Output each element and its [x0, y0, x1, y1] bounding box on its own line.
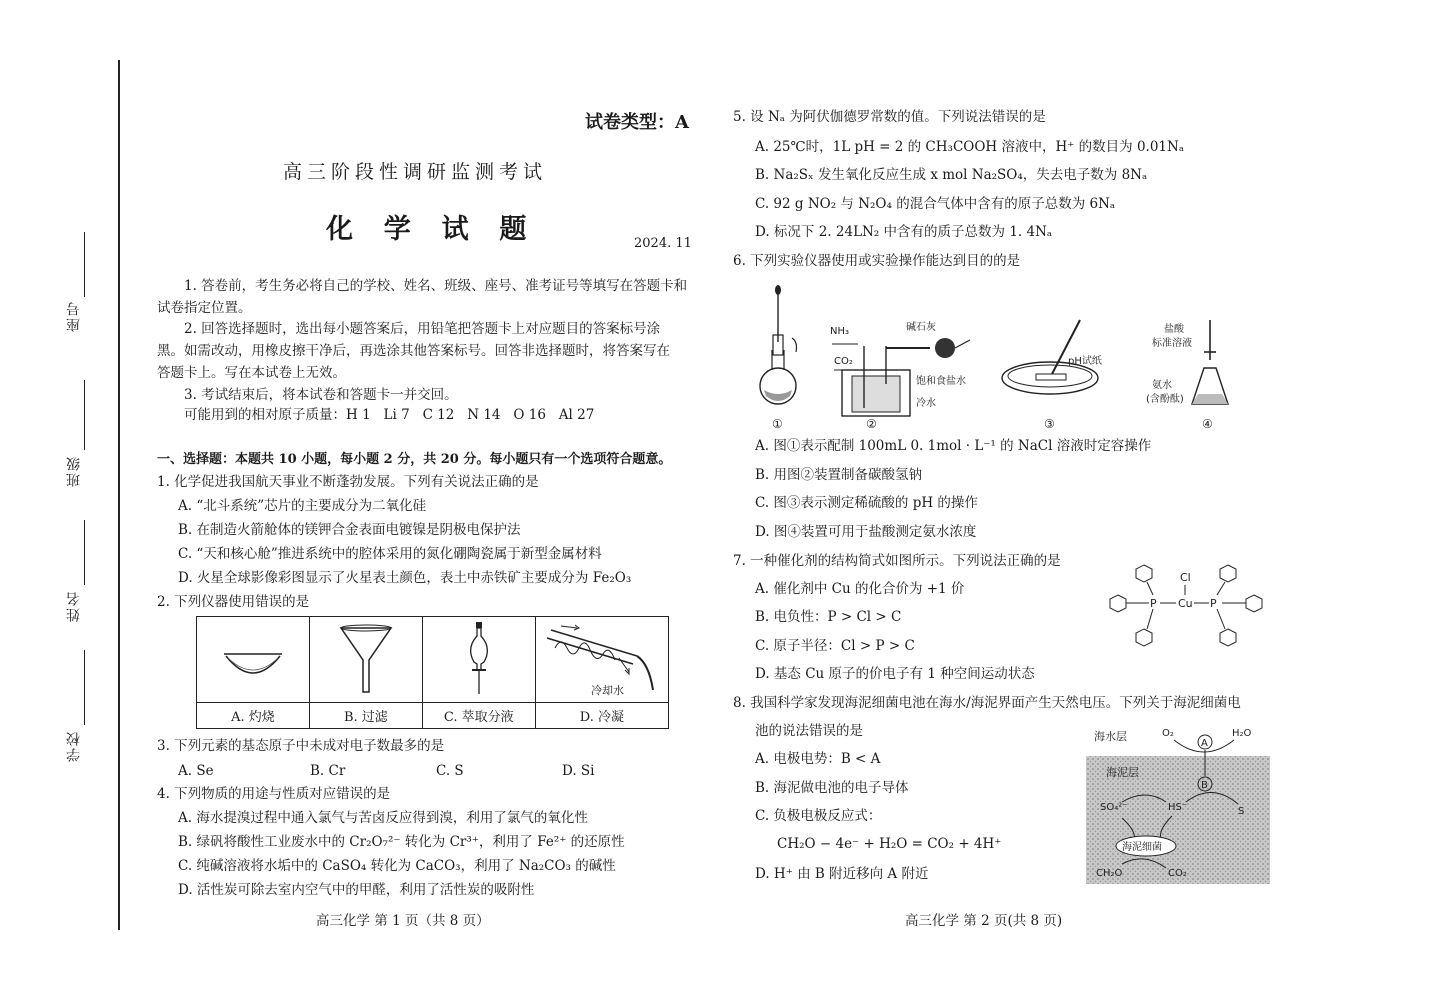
q5-option-c: C. 92 g NO₂ 与 N₂O₄ 的混合气体中含有的原子总数为 6Nₐ: [755, 196, 1116, 212]
class-label: 班级: [66, 455, 82, 487]
ph-paper-label: pH试纸: [1068, 356, 1102, 367]
ph-test-icon: [1002, 320, 1102, 394]
q6-option-b: B. 用图②装置制备碳酸氢钠: [755, 467, 923, 483]
instruction-line: 黑。如需改动，用橡皮擦干净后，再选涂其他答案标号。回答非选择题时，将答案写在: [157, 343, 670, 359]
saturated-brine-label: 饱和食盐水: [916, 376, 966, 387]
ch2o-label: CH₂O: [1096, 868, 1123, 879]
footer-left: 高三化学 第 1 页（共 8 页）: [316, 913, 490, 929]
q6-stem: 6. 下列实验仪器使用或实验操作能达到目的的是: [733, 253, 1021, 269]
q8-option-b: B. 海泥做电池的电子导体: [755, 780, 909, 796]
q1-option-a: A. “北斗系统”芯片的主要成分为二氧化硅: [178, 498, 427, 514]
q5-option-d: D. 标况下 2. 24LN₂ 中含有的质子总数为 1. 4Nₐ: [755, 224, 1053, 240]
co2-fig-label: CO₂: [1168, 868, 1187, 879]
titration-icon: [1146, 320, 1228, 405]
ammonia-label: 氨水: [1152, 380, 1172, 391]
fig-num-4: ④: [1202, 417, 1213, 430]
q2-stem: 2. 下列仪器使用错误的是: [157, 594, 310, 610]
seat-underline: [84, 232, 85, 297]
q7-option-d: D. 基态 Cu 原子的价电子有 1 种空间运动状态: [755, 666, 1035, 682]
q7-stem: 7. 一种催化剂的结构简式如图所示。下列说法正确的是: [733, 553, 1061, 569]
gas-absorption-apparatus-icon: [830, 320, 970, 416]
q8-stem-line2: 池的说法错误的是: [755, 723, 863, 739]
subject-title: 化 学 试 题: [326, 214, 531, 245]
name-label: 姓名: [66, 590, 82, 622]
o2-label: O₂: [1162, 728, 1174, 739]
p-right-label: P: [1210, 597, 1217, 610]
mud-battery-figure: [1082, 718, 1272, 886]
q3-option-d: D. Si: [562, 763, 595, 779]
q1-option-d: D. 火星全球影像彩图显示了火星表土颜色，表土中赤铁矿主要成分为 Fe₂O₃: [178, 570, 632, 586]
evaporating-dish-icon: [198, 618, 308, 698]
footer-right: 高三化学 第 2 页(共 8 页): [905, 913, 1063, 929]
hcl-label: 盐酸: [1164, 324, 1184, 335]
q1-option-c: C. “天和核心舱”推进系统中的腔体采用的氮化硼陶瓷属于新型金属材料: [178, 546, 602, 562]
bacteria-label: 海泥细菌: [1122, 842, 1162, 853]
exam-title: 高三阶段性调研监测考试: [283, 161, 548, 183]
p-left-label: P: [1150, 597, 1157, 610]
instruction-line: 1. 答卷前，考生务必将自己的学校、姓名、班级、座号、准考证号等填写在答题卡和: [184, 278, 688, 294]
q7-option-c: C. 原子半径：Cl > P > C: [755, 638, 915, 654]
q4-option-a: A. 海水提溴过程中通入氯气与苦卤反应得到溴，利用了氯气的氧化性: [178, 810, 588, 826]
q2-label-a: A. 灼烧: [197, 703, 310, 729]
q3-option-b: B. Cr: [310, 763, 346, 779]
q2-cell-d: [535, 617, 668, 703]
soda-lime-label: 碱石灰: [906, 322, 936, 333]
q2-label-b: B. 过滤: [309, 703, 422, 729]
q2-label-d: D. 冷凝: [535, 703, 668, 729]
instruction-line: 答题卡上。写在本试卷上无效。: [157, 365, 346, 381]
q6-apparatus-figure: [740, 280, 1240, 430]
q2-cell-a: [197, 617, 310, 703]
seawater-label: 海水层: [1094, 730, 1127, 743]
name-underline: [84, 520, 85, 585]
hs-label: HS⁻: [1168, 802, 1188, 813]
condenser-label: 冷却水: [590, 684, 624, 697]
q3-option-c: C. S: [436, 763, 464, 779]
q7-option-b: B. 电负性：P > Cl > C: [755, 609, 902, 625]
instruction-line: 试卷指定位置。: [157, 300, 252, 316]
fig-num-2: ②: [866, 417, 877, 430]
q3-option-a: A. Se: [178, 763, 214, 779]
fig-num-1: ①: [772, 417, 783, 430]
h2o-label: H₂O: [1232, 728, 1252, 739]
q2-cell-b: [309, 617, 422, 703]
standard-solution-label: 标准溶液: [1152, 338, 1192, 349]
cu-atom-label: Cu: [1178, 597, 1193, 610]
separatory-funnel-icon: [424, 618, 534, 698]
paper-type: 试卷类型：A: [585, 112, 689, 133]
electrode-b-label: B: [1201, 780, 1208, 791]
q2-label-c: C. 萃取分液: [422, 703, 535, 729]
co2-label: CO₂: [834, 356, 853, 367]
fig-num-3: ③: [1044, 417, 1055, 430]
q8-option-c-equation: CH₂O − 4e⁻ + H₂O = CO₂ + 4H⁺: [777, 836, 1002, 852]
q4-option-c: C. 纯碱溶液将水垢中的 CaSO₄ 转化为 CaCO₃，利用了 Na₂CO₃ 的碱性: [178, 858, 616, 874]
q6-option-c: C. 图③表示测定稀硫酸的 pH 的操作: [755, 495, 978, 511]
q3-stem: 3. 下列元素的基态原子中未成对电子数最多的是: [157, 738, 445, 754]
section-heading: 一、选择题：本题共 10 小题，每小题 2 分，共 20 分。每小题只有一个选项符合题意。: [157, 452, 672, 467]
phenolphthalein-label: (含酚酞): [1146, 394, 1184, 405]
condenser-icon: [537, 618, 667, 698]
funnel-icon: [311, 618, 421, 698]
school-underline: [84, 650, 85, 725]
mud-label: 海泥层: [1106, 766, 1139, 779]
q2-instrument-table: [196, 616, 669, 729]
q1-option-b: B. 在制造火箭舱体的镁钾合金表面电镀镍是阴极电保护法: [178, 522, 521, 538]
q5-stem: 5. 设 Nₐ 为阿伏伽德罗常数的值。下列说法错误的是: [733, 109, 1046, 125]
exam-date: 2024. 11: [634, 236, 692, 251]
q7-option-a: A. 催化剂中 Cu 的化合价为 +1 价: [755, 581, 965, 597]
class-underline: [84, 380, 85, 450]
q6-option-a: A. 图①表示配制 100mL 0. 1mol · L⁻¹ 的 NaCl 溶液时定容操作: [755, 438, 1152, 454]
q8-stem-line1: 8. 我国科学家发现海泥细菌电池在海水/海泥界面产生天然电压。下列关于海泥细菌电: [733, 695, 1241, 711]
seat-label: 座号: [66, 300, 82, 332]
volumetric-flask-icon: [760, 285, 797, 404]
nh3-label: NH₃: [830, 326, 850, 337]
cold-water-label: 冷水: [916, 398, 936, 409]
atomic-mass-line: 可能用到的相对原子质量：H 1 Li 7 C 12 N 14 O 16 Al 27: [184, 407, 595, 423]
instruction-line: 2. 回答选择题时，选出每小题答案后，用铅笔把答题卡上对应题目的答案标号涂: [184, 321, 661, 337]
q8-option-d: D. H⁺ 由 B 附近移向 A 附近: [755, 866, 929, 882]
q8-option-a: A. 电极电势：B < A: [755, 751, 881, 767]
q1-stem: 1. 化学促进我国航天事业不断蓬勃发展。下列有关说法正确的是: [157, 474, 539, 490]
q5-option-b: B. Na₂Sₓ 发生氧化反应生成 x mol Na₂SO₄，失去电子数为 8Nₐ: [755, 167, 1148, 183]
q4-stem: 4. 下列物质的用途与性质对应错误的是: [157, 786, 391, 802]
binding-line: [118, 60, 120, 930]
q8-option-c: C. 负极电极反应式：: [755, 808, 882, 824]
q2-cell-c: [422, 617, 535, 703]
q5-option-a: A. 25℃时，1L pH = 2 的 CH₃COOH 溶液中，H⁺ 的数目为 0.01Nₐ: [755, 139, 1185, 155]
q4-option-b: B. 绿矾将酸性工业废水中的 Cr₂O₇²⁻ 转化为 Cr³⁺，利用了 Fe²⁺ 的还原性: [178, 834, 625, 850]
instruction-line: 3. 考试结束后，将本试卷和答题卡一并交回。: [184, 387, 458, 403]
so4-label: SO₄²⁻: [1100, 802, 1128, 813]
electrode-a-label: A: [1201, 738, 1208, 749]
q6-option-d: D. 图④装置可用于盐酸测定氨水浓度: [755, 524, 977, 540]
s-label: S: [1238, 806, 1245, 817]
cl-atom-label: Cl: [1180, 571, 1191, 584]
catalyst-structure: [1100, 555, 1270, 663]
q4-option-d: D. 活性炭可除去室内空气中的甲醛，利用了活性炭的吸附性: [178, 882, 535, 898]
school-label: 学校: [66, 730, 82, 762]
